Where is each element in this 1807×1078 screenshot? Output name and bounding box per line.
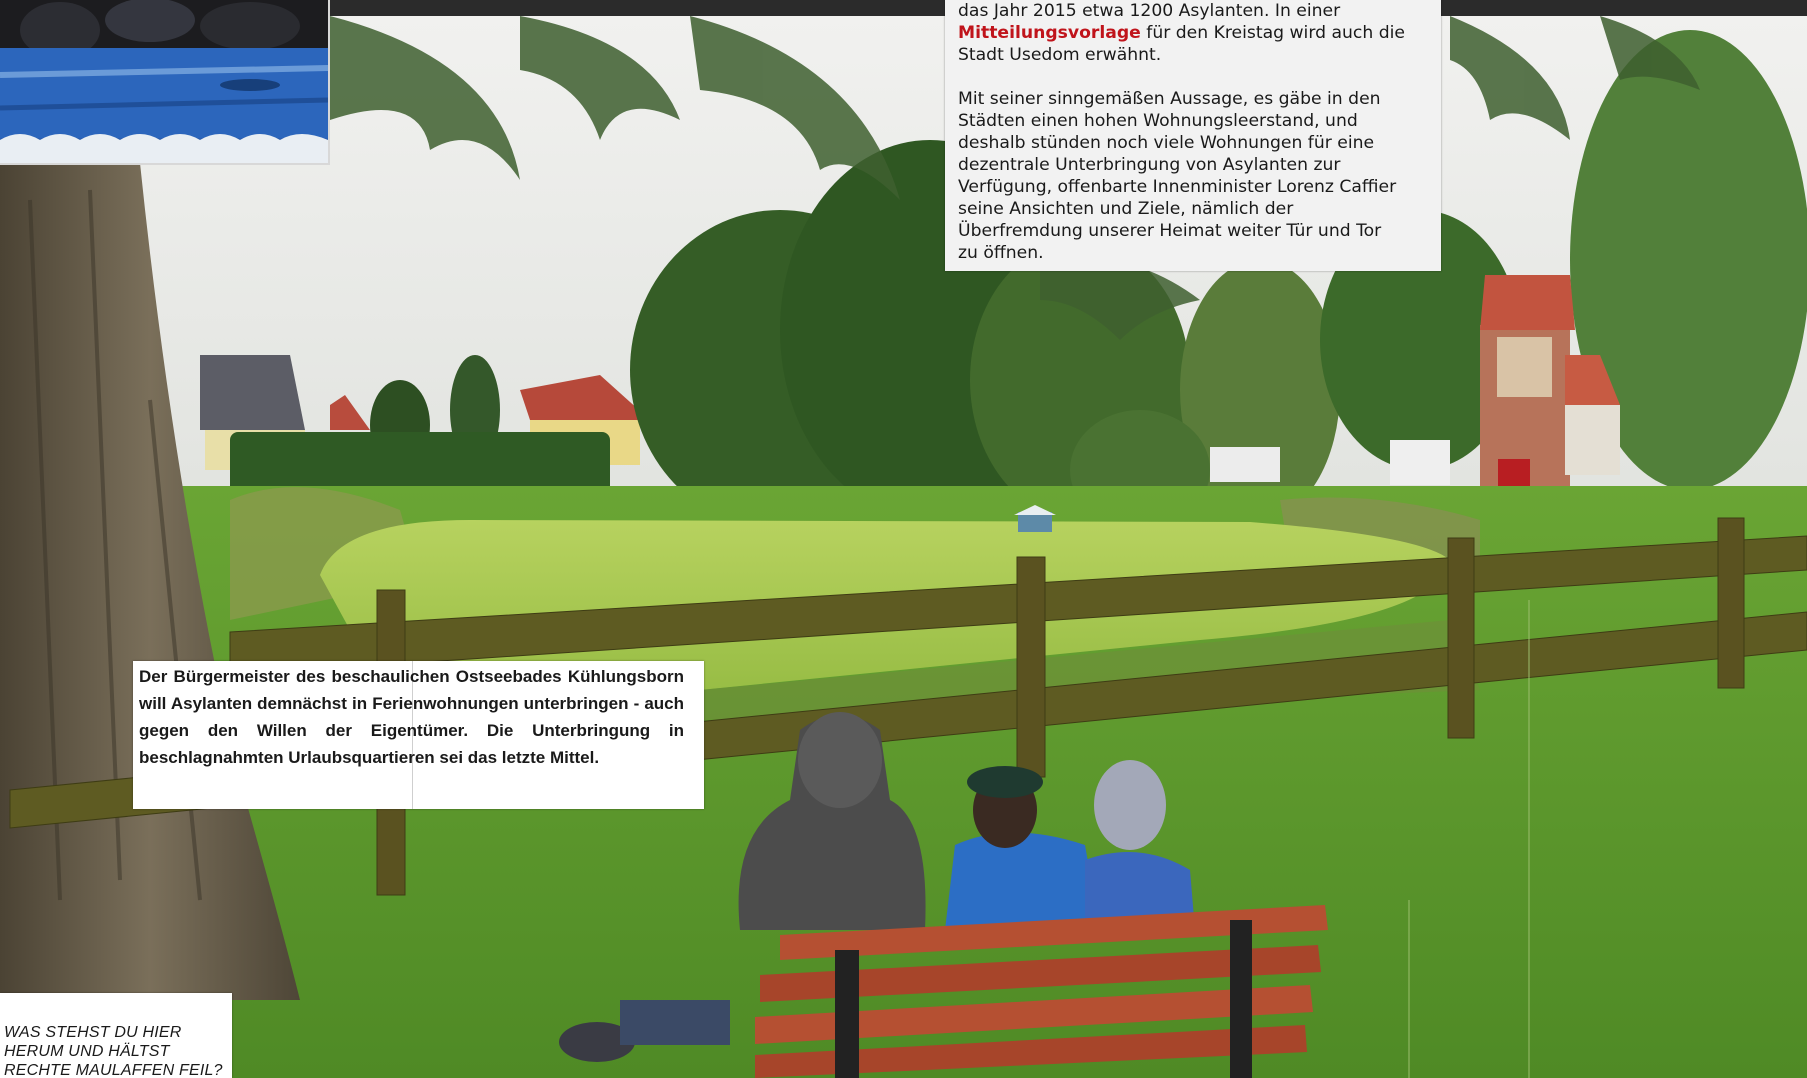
boat-inset-photo	[0, 0, 330, 165]
top-panel-para2-line: Verfügung, offenbarte Innenminister Lorenz Caffier	[958, 177, 1397, 197]
mitteilungsvorlage-link[interactable]: Mitteilungsvorlage	[958, 23, 1141, 43]
top-panel-para2-line: dezentrale Unterbringung von Asylanten zur	[958, 155, 1341, 175]
top-panel-line2	[958, 22, 1429, 44]
top-panel-para2-line: Mit seiner sinngemäßen Aussage, es gäbe in den	[958, 89, 1381, 109]
speech-line: RECHTE MAULAFFEN FEIL?	[4, 1062, 223, 1078]
top-panel-line3: Stadt Usedom erwähnt.	[958, 45, 1162, 65]
article-text-panel-top	[945, 0, 1441, 271]
top-panel-para2-line: zu öffnen.	[958, 243, 1044, 263]
park-pond-scene	[0, 16, 1807, 1078]
top-panel-para2-line: seine Ansichten und Ziele, nämlich der	[958, 199, 1294, 219]
top-panel-line1: das Jahr 2015 etwa 1200 Asylanten. In einer	[958, 1, 1341, 21]
caption-panel-mid	[133, 661, 704, 809]
caption-text: Der Bürgermeister des beschaulichen Ostseebades Kühlungsborn will Asylanten demnächst in Ferienwohnungen unterbringen - auch gegen den Willen der Eigentümer. Die Unterbringung in beschlagnahmten Urlaubsquartieren sei das letzte Mittel.	[139, 667, 684, 767]
top-panel-line2-rest: für den Kreistag wird auch die	[1140, 23, 1405, 43]
brick-tower	[1480, 275, 1575, 515]
top-panel-para2-line: Überfremdung unserer Heimat weiter Tür und Tor	[958, 221, 1382, 241]
top-panel-para2-line: Städten einen hohen Wohnungsleerstand, und	[958, 111, 1358, 131]
speech-line: HERUM UND HÄLTST	[4, 1043, 170, 1060]
top-panel-para2-line: deshalb stünden noch viele Wohnungen für eine	[958, 133, 1375, 153]
speech-text-panel	[0, 993, 232, 1078]
speech-line: WAS STEHST DU HIER	[4, 1024, 182, 1041]
